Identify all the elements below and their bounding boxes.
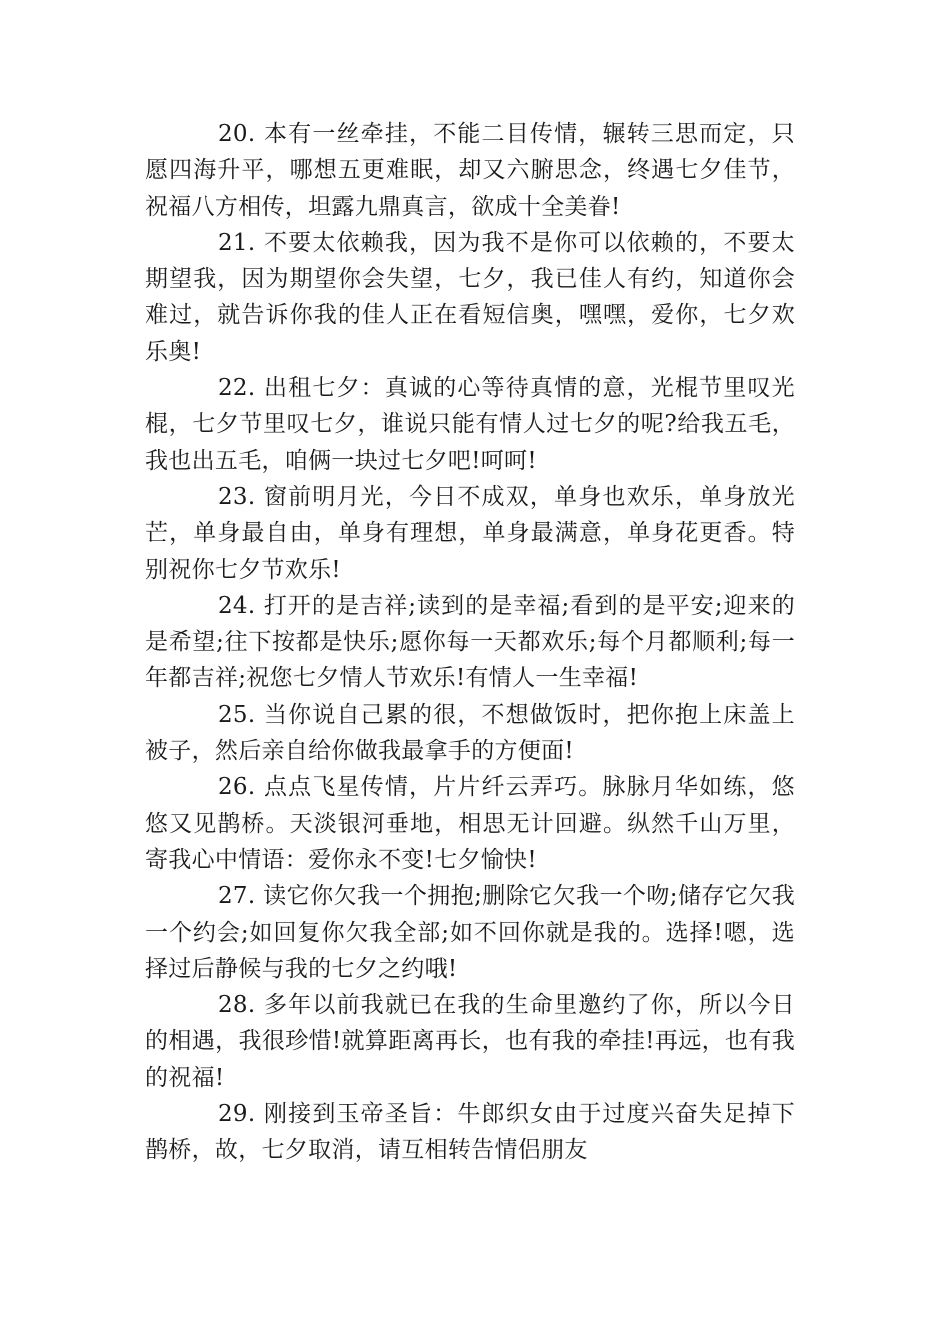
paragraph-22: 22. 出租七夕：真诚的心等待真情的意，光棍节里叹光棍，七夕节里叹七夕，谁说只能有情人过七夕的呢?给我五毛，我也出五毛，咱俩一块过七夕吧!呵呵!	[145, 375, 795, 474]
paragraph-24: 24. 打开的是吉祥;读到的是幸福;看到的是平安;迎来的是希望;往下按都是快乐;愿你每一天都欢乐;每个月都顺利;每一年都吉祥;祝您七夕情人节欢乐!有情人一生幸福!	[145, 592, 795, 692]
paragraph-29: 29. 刚接到玉帝圣旨：牛郎织女由于过度兴奋失足掉下鹊桥，故，七夕取消，请互相转告情侣朋友	[145, 1101, 795, 1164]
paragraph-28: 28. 多年以前我就已在我的生命里邀约了你，所以今日的相遇，我很珍惜!就算距离再长，也有我的牵挂!再远，也有我的祝福!	[145, 992, 795, 1091]
paragraph-25: 25. 当你说自己累的很，不想做饭时，把你抱上床盖上被子，然后亲自给你做我最拿手的方便面!	[145, 701, 795, 765]
document-body	[145, 116, 795, 1169]
paragraph-23: 23. 窗前明月光，今日不成双，单身也欢乐，单身放光芒，单身最自由，单身有理想，单身最满意，单身花更香。特别祝你七夕节欢乐!	[145, 483, 795, 583]
paragraph-27: 27. 读它你欠我一个拥抱;删除它欠我一个吻;储存它欠我一个约会;如回复你欠我全部;如不回你就是我的。选择!嗯，选择过后静候与我的七夕之约哦!	[145, 883, 795, 982]
paragraph-21: 21. 不要太依赖我，因为我不是你可以依赖的，不要太期望我，因为期望你会失望，七夕，我已佳人有约，知道你会难过，就告诉你我的佳人正在看短信奥，嘿嘿，爱你，七夕欢乐奥!	[145, 229, 795, 365]
paragraph-20: 20. 本有一丝牵挂，不能二目传情，辗转三思而定，只愿四海升平，哪想五更难眠，却又六腑思念，终遇七夕佳节，祝福八方相传，坦露九鼎真言，欲成十全美眷!	[145, 121, 795, 220]
paragraph-26: 26. 点点飞星传情，片片纤云弄巧。脉脉月华如练，悠悠又见鹊桥。天淡银河垂地，相思无计回避。纵然千山万里，寄我心中情语：爱你永不变!七夕愉快!	[145, 774, 795, 873]
